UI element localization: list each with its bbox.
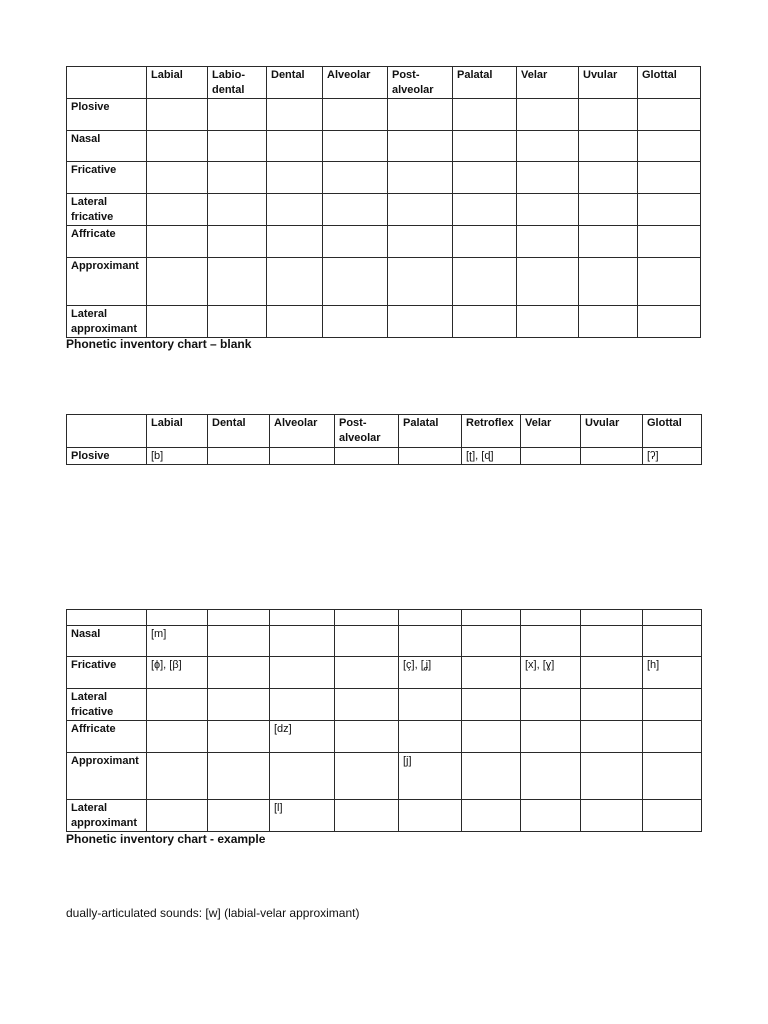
table-cell <box>521 721 581 753</box>
table-cell <box>581 689 643 721</box>
table-row <box>67 753 702 800</box>
table-cell <box>521 753 581 800</box>
column-header: Post-alveolar <box>388 67 453 99</box>
table-cell <box>643 626 702 657</box>
table-cell <box>581 753 643 800</box>
table-cell <box>323 306 388 338</box>
table-row <box>67 306 701 338</box>
table-cell <box>335 721 399 753</box>
blank-chart-caption: Phonetic inventory chart – blank <box>66 337 252 351</box>
table-cell <box>208 800 270 832</box>
table-cell: [m] <box>147 626 208 657</box>
table-cell <box>323 99 388 131</box>
table-header-row <box>67 67 701 99</box>
table-cell <box>147 306 208 338</box>
column-header: Labial <box>147 67 208 99</box>
table-cell <box>147 753 208 800</box>
table-cell <box>208 194 267 226</box>
row-header: Approximant <box>67 258 147 306</box>
table-cell <box>270 689 335 721</box>
table-cell <box>270 626 335 657</box>
column-header: Alveolar <box>270 415 335 448</box>
column-header: Velar <box>517 67 579 99</box>
table-cell <box>579 194 638 226</box>
table-cell <box>517 306 579 338</box>
column-header: Post-alveolar <box>335 415 399 448</box>
table-cell <box>638 258 701 306</box>
table-cell <box>335 610 399 626</box>
table-cell <box>208 226 267 258</box>
dual-articulation-note: dually-articulated sounds: [w] (labial-velar approximant) <box>66 906 360 920</box>
table-row <box>67 657 702 689</box>
table-cell: [l] <box>270 800 335 832</box>
table-cell <box>208 721 270 753</box>
column-header: Glottal <box>643 415 702 448</box>
row-header: Affricate <box>67 721 147 753</box>
column-header: Palatal <box>399 415 462 448</box>
column-header: Glottal <box>638 67 701 99</box>
blank-chart-table <box>66 66 701 338</box>
table-cell <box>581 721 643 753</box>
table-cell <box>638 226 701 258</box>
table-cell <box>581 657 643 689</box>
table-cell <box>579 131 638 162</box>
column-header: Retroflex <box>462 415 521 448</box>
column-header: Labio-dental <box>208 67 267 99</box>
table-cell <box>147 226 208 258</box>
table-cell <box>267 258 323 306</box>
table-cell <box>581 626 643 657</box>
table-cell <box>147 99 208 131</box>
table-cell <box>270 657 335 689</box>
table-cell <box>643 800 702 832</box>
table-cell <box>335 657 399 689</box>
table-cell <box>638 194 701 226</box>
table-row <box>67 131 701 162</box>
table-cell <box>388 258 453 306</box>
table-row <box>67 99 701 131</box>
table-cell <box>323 162 388 194</box>
table-row <box>67 194 701 226</box>
table-cell <box>208 258 267 306</box>
row-header: Lateral approximant <box>67 306 147 338</box>
table-cell <box>388 99 453 131</box>
table-cell <box>208 689 270 721</box>
table-cell <box>643 689 702 721</box>
table-cell <box>453 99 517 131</box>
column-header: Palatal <box>453 67 517 99</box>
example-chart-bottom-table <box>66 609 702 832</box>
table-cell <box>521 800 581 832</box>
table-cell <box>399 626 462 657</box>
row-header: Nasal <box>67 131 147 162</box>
table-cell <box>462 689 521 721</box>
table-cell <box>521 689 581 721</box>
table-cell <box>579 99 638 131</box>
row-header: Lateral fricative <box>67 194 147 226</box>
table-cell <box>267 194 323 226</box>
table-cell <box>267 131 323 162</box>
table-cell <box>453 194 517 226</box>
table-cell <box>388 131 453 162</box>
table-cell <box>147 258 208 306</box>
table-cell <box>462 657 521 689</box>
table-cell <box>323 226 388 258</box>
table-cell <box>581 448 643 465</box>
table-cell <box>388 194 453 226</box>
table-row <box>67 448 702 465</box>
table-cell <box>462 721 521 753</box>
table-cell <box>267 226 323 258</box>
table-cell <box>335 448 399 465</box>
table-cell <box>323 131 388 162</box>
table-cell: [h] <box>643 657 702 689</box>
table-cell <box>462 610 521 626</box>
table-cell <box>521 448 581 465</box>
table-cell <box>638 99 701 131</box>
table-cell <box>147 162 208 194</box>
table-cell <box>579 226 638 258</box>
row-header: Lateral fricative <box>67 689 147 721</box>
table-cell <box>335 753 399 800</box>
table-cell <box>638 162 701 194</box>
table-cell <box>581 610 643 626</box>
table-cell <box>517 258 579 306</box>
table-cell: [x], [ɣ] <box>521 657 581 689</box>
table-cell <box>521 610 581 626</box>
table-row <box>67 226 701 258</box>
table-cell <box>270 610 335 626</box>
table-cell <box>399 800 462 832</box>
table-row <box>67 258 701 306</box>
table-cell <box>399 610 462 626</box>
table-cell: [ʈ], [ɖ] <box>462 448 521 465</box>
row-header: Fricative <box>67 162 147 194</box>
table-row <box>67 800 702 832</box>
column-header: Labial <box>147 415 208 448</box>
table-cell <box>335 626 399 657</box>
table-cell <box>462 753 521 800</box>
column-header: Uvular <box>581 415 643 448</box>
table-cell <box>517 99 579 131</box>
table-cell <box>643 610 702 626</box>
table-cell <box>388 162 453 194</box>
table-cell <box>323 258 388 306</box>
table-cell <box>208 162 267 194</box>
row-header: Fricative <box>67 657 147 689</box>
table-cell <box>267 306 323 338</box>
table-cell <box>267 162 323 194</box>
table-cell <box>579 306 638 338</box>
table-cell: [b] <box>147 448 208 465</box>
example-chart-caption: Phonetic inventory chart - example <box>66 832 266 846</box>
row-header: Affricate <box>67 226 147 258</box>
table-cell <box>147 800 208 832</box>
table-cell <box>521 626 581 657</box>
table-cell <box>579 162 638 194</box>
row-header: Plosive <box>67 99 147 131</box>
table-cell <box>581 800 643 832</box>
table-cell <box>399 689 462 721</box>
column-header: Uvular <box>579 67 638 99</box>
table-cell <box>399 448 462 465</box>
table-cell <box>208 99 267 131</box>
table-cell: [j] <box>399 753 462 800</box>
table-cell <box>147 689 208 721</box>
table-cell <box>517 194 579 226</box>
table-cell <box>208 610 270 626</box>
table-cell: [ç], [ʝ] <box>399 657 462 689</box>
table-cell: [dz] <box>270 721 335 753</box>
table-row <box>67 689 702 721</box>
corner-cell <box>67 415 147 448</box>
table-row <box>67 626 702 657</box>
row-header: Approximant <box>67 753 147 800</box>
table-cell <box>208 626 270 657</box>
table-cell <box>643 721 702 753</box>
column-header: Dental <box>267 67 323 99</box>
corner-cell <box>67 67 147 99</box>
table-cell <box>335 689 399 721</box>
column-header: Dental <box>208 415 270 448</box>
table-cell <box>399 721 462 753</box>
table-cell <box>323 194 388 226</box>
table-cell <box>388 306 453 338</box>
table-cell <box>579 258 638 306</box>
table-cell <box>453 131 517 162</box>
table-cell <box>517 131 579 162</box>
table-cell <box>643 753 702 800</box>
example-chart-top-table <box>66 414 702 465</box>
table-cell <box>147 131 208 162</box>
column-header: Velar <box>521 415 581 448</box>
table-cell <box>638 306 701 338</box>
column-header: Alveolar <box>323 67 388 99</box>
table-row <box>67 162 701 194</box>
table-cell <box>208 448 270 465</box>
table-cell <box>388 226 453 258</box>
table-cell <box>517 226 579 258</box>
table-cell <box>67 610 147 626</box>
table-cell <box>147 610 208 626</box>
table-cell <box>638 131 701 162</box>
row-header: Lateral approximant <box>67 800 147 832</box>
table-cell <box>453 306 517 338</box>
row-header: Plosive <box>67 448 147 465</box>
table-cell <box>208 131 267 162</box>
table-row <box>67 721 702 753</box>
table-cell <box>453 226 517 258</box>
table-cell <box>147 721 208 753</box>
table-cell <box>462 626 521 657</box>
table-cell: [ʔ] <box>643 448 702 465</box>
table-cell <box>453 258 517 306</box>
table-cell <box>208 657 270 689</box>
table-cell <box>453 162 517 194</box>
table-cell <box>335 800 399 832</box>
table-cell <box>517 162 579 194</box>
table-cell <box>208 306 267 338</box>
table-cell <box>147 194 208 226</box>
table-cell <box>208 753 270 800</box>
table-cell <box>270 448 335 465</box>
table-row <box>67 610 702 626</box>
row-header: Nasal <box>67 626 147 657</box>
table-cell <box>462 800 521 832</box>
table-cell: [ɸ], [β] <box>147 657 208 689</box>
table-cell <box>270 753 335 800</box>
table-header-row <box>67 415 702 448</box>
table-cell <box>267 99 323 131</box>
